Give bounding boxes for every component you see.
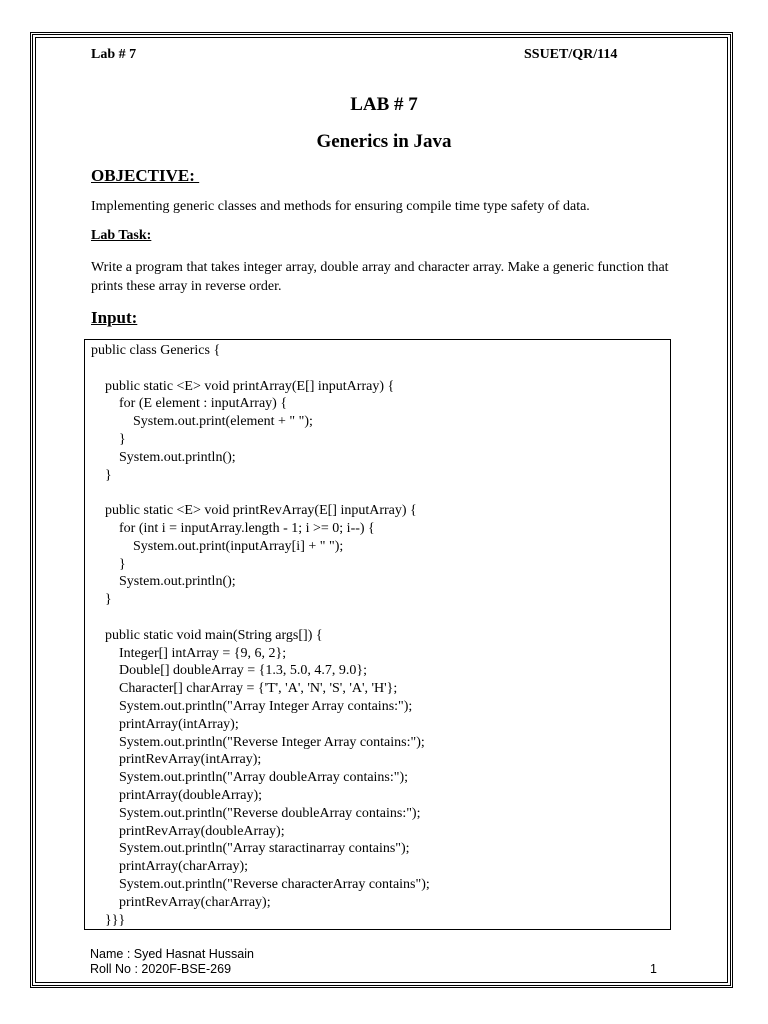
code-line: public static <E> void printRevArray(E[] inputArray) { [91,503,417,519]
page-subtitle: Generics in Java [316,131,452,152]
code-line: Integer[] intArray = {9, 6, 2}; [91,645,287,661]
code-line [91,484,664,502]
code-line: printRevArray(charArray); [91,894,271,910]
code-line: public class Generics { [91,343,221,358]
code-line: System.out.println("Reverse doubleArray contains:"); [91,805,421,821]
code-line: printArray(intArray); [91,716,239,732]
code-block [84,339,671,930]
code-line: printArray(charArray); [91,859,249,875]
code-line: System.out.println("Array Integer Array contains:"); [91,698,413,714]
lab-task-text: Write a program that takes integer array, double array and character array. Make a generic function that prints these array in reverse order. [91,260,669,294]
code-line: } [91,431,126,447]
footer-student-name: Name : Syed Hasnat Hussain [90,947,254,961]
code-line: Character[] charArray = {'T', 'A', 'N', 'S', 'A', 'H'}; [91,681,398,697]
code-line: System.out.print(inputArray[i] + " "); [91,538,344,554]
code-line: printRevArray(doubleArray); [91,823,285,839]
objective-text: Implementing generic classes and methods for ensuring compile time type safety of data. [91,199,590,214]
page-number: 1 [650,962,657,976]
code-line: System.out.println(); [91,449,236,465]
code-line: System.out.println("Array doubleArray contains:"); [91,770,409,786]
code-line: System.out.println(); [91,574,236,590]
objective-heading: OBJECTIVE: [91,166,200,185]
code-line [91,609,664,627]
lab-task-heading: Lab Task: [91,228,152,243]
page-title: LAB # 7 [350,94,418,115]
code-line: public static void main(String args[]) { [91,627,323,643]
code-line: printArray(doubleArray); [91,787,263,803]
code-line [91,360,664,378]
code-line: for (int i = inputArray.length - 1; i >= 0; i--) { [91,520,375,536]
code-line: } [91,592,112,608]
code-line: }}} [91,912,126,928]
header-document-code: SSUET/QR/114 [524,47,618,62]
code-line: public static <E> void printArray(E[] inputArray) { [91,378,395,394]
code-line: } [91,467,112,483]
code-line: for (E element : inputArray) { [91,396,288,412]
code-line: printRevArray(intArray); [91,752,262,768]
header-lab-number: Lab # 7 [91,47,137,62]
code-line: System.out.println("Reverse characterArray contains"); [91,876,430,892]
code-line: System.out.println("Reverse Integer Array contains:"); [91,734,425,750]
code-line: System.out.println("Array staractinarray contains"); [91,841,410,857]
code-line: Double[] doubleArray = {1.3, 5.0, 4.7, 9.0}; [91,663,368,679]
input-heading: Input: [91,308,138,327]
code-line: } [91,556,126,572]
footer-roll-number: Roll No : 2020F-BSE-269 [90,962,232,976]
code-line: System.out.print(element + " "); [91,414,313,430]
